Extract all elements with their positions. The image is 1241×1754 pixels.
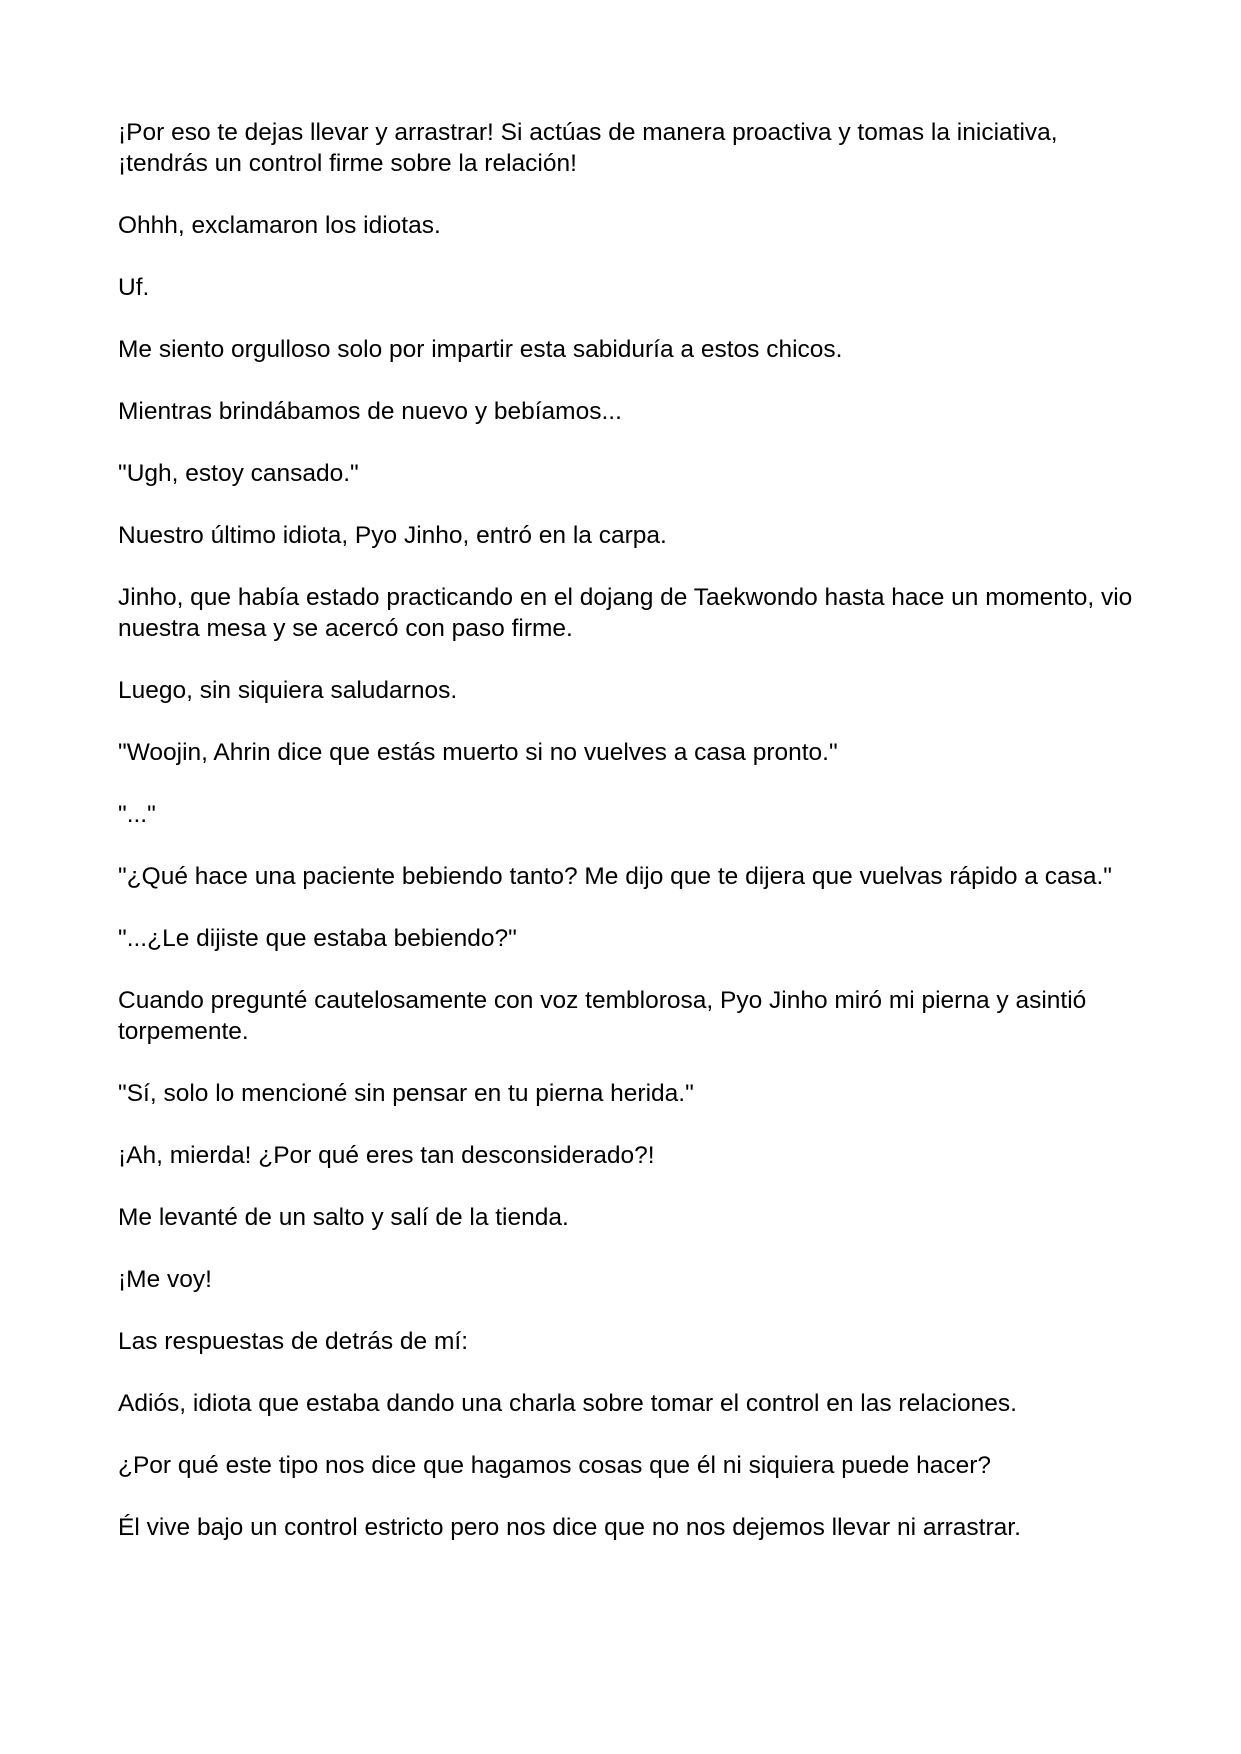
paragraph-8: Jinho, que había estado practicando en el dojang de Taekwondo hasta hace un momento, vio nuestra mesa y se acercó con paso firme.	[118, 584, 1133, 642]
paragraph-10: "Woojin, Ahrin dice que estás muerto si no vuelves a casa pronto."	[118, 739, 838, 766]
paragraph-7: Nuestro último idiota, Pyo Jinho, entró en la carpa.	[118, 522, 667, 549]
paragraph-13: "...¿Le dijiste que estaba bebiendo?"	[118, 925, 517, 952]
paragraph-3: Uf.	[118, 274, 150, 301]
paragraph-14: Cuando pregunté cautelosamente con voz temblorosa, Pyo Jinho miró mi pierna y asintió torpemente.	[118, 987, 1087, 1045]
paragraph-16: ¡Ah, mierda! ¿Por qué eres tan desconsiderado?!	[118, 1142, 655, 1169]
paragraph-5: Mientras brindábamos de nuevo y bebíamos...	[118, 398, 622, 425]
paragraph-2: Ohhh, exclamaron los idiotas.	[118, 212, 441, 239]
paragraph-18: ¡Me voy!	[118, 1266, 212, 1293]
paragraph-20: Adiós, idiota que estaba dando una charla sobre tomar el control en las relaciones.	[118, 1390, 1017, 1417]
paragraph-15: "Sí, solo lo mencioné sin pensar en tu pierna herida."	[118, 1080, 694, 1107]
paragraph-17: Me levanté de un salto y salí de la tienda.	[118, 1204, 569, 1231]
paragraph-19: Las respuestas de detrás de mí:	[118, 1328, 468, 1355]
paragraph-22: Él vive bajo un control estricto pero nos dice que no nos dejemos llevar ni arrastrar.	[118, 1514, 1021, 1541]
paragraph-4: Me siento orgulloso solo por impartir esta sabiduría a estos chicos.	[118, 336, 843, 363]
paragraph-11: "..."	[118, 801, 156, 828]
paragraph-9: Luego, sin siquiera saludarnos.	[118, 677, 458, 704]
paragraph-1: ¡Por eso te dejas llevar y arrastrar! Si actúas de manera proactiva y tomas la iniciativa, ¡tendrás un control firme sobre la relación!	[118, 119, 1058, 177]
paragraph-6: "Ugh, estoy cansado."	[118, 460, 359, 487]
paragraph-12: "¿Qué hace una paciente bebiendo tanto? Me dijo que te dijera que vuelvas rápido a casa."	[118, 863, 1112, 890]
paragraph-21: ¿Por qué este tipo nos dice que hagamos cosas que él ni siquiera puede hacer?	[118, 1452, 992, 1479]
document-body	[118, 117, 1138, 1574]
